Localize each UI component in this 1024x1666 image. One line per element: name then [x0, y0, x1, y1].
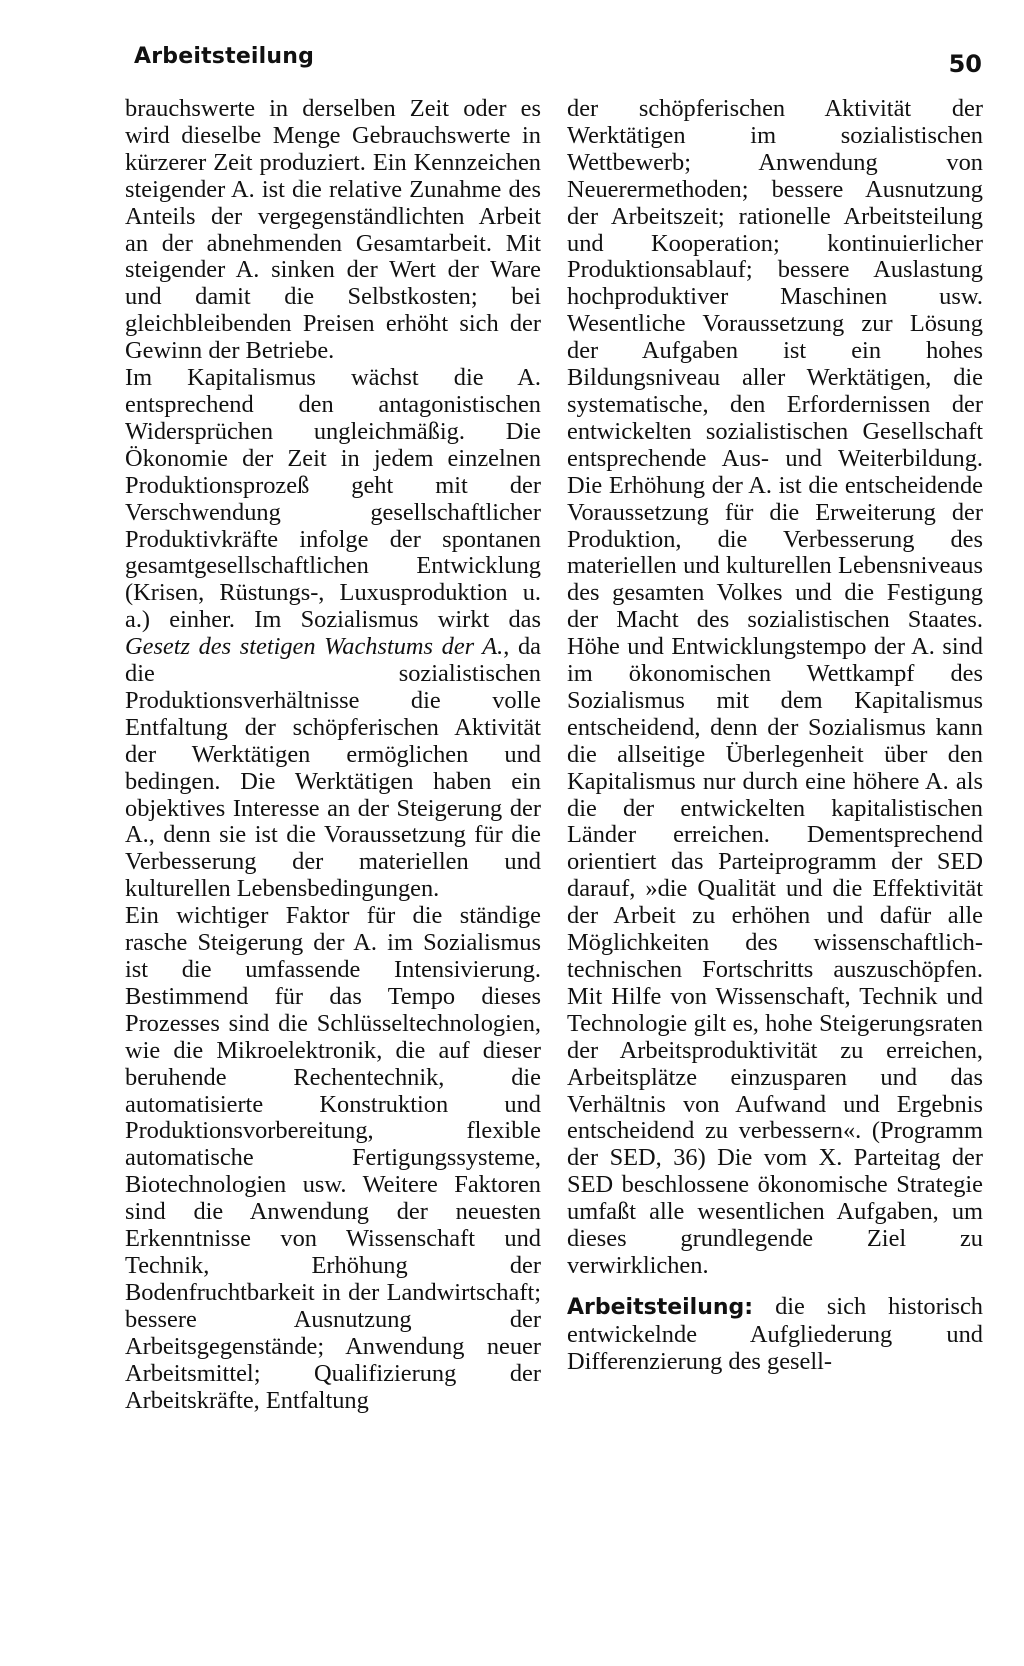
right-column — [567, 96, 983, 1376]
paragraph-productivity-definition: brauchswerte in derselben Zeit oder es wird dieselbe Menge Gebrauchswerte in kürzerer Zeit produziert. Ein Kennzeichen steigender A. ist die relative Zunahme des Anteils der vergegenständlichten Arbeit an der abnehmenden Gesamtarbeit. Mit steigender A. sinken der Wert der Ware und damit die Selbstkosten; bei gleichbleibenden Preisen erhöht sich der Gewinn der Betriebe. — [125, 95, 541, 365]
page-number: 50 — [948, 50, 982, 78]
entry-definition: die sich historisch entwickelnde Aufgliederung und Differenzierung des gesell- — [567, 1292, 983, 1375]
entry-arbeitsteilung — [567, 1294, 983, 1376]
paragraph-capitalism-socialism — [125, 365, 541, 903]
running-title: Arbeitsteilung — [134, 44, 315, 69]
paragraph-continuation: der schöpferischen Aktivität der Werktätigen im sozialistischen Wettbewerb; Anwendung von Neuerermethoden; bessere Ausnutzung der Arbeitszeit; rationelle Arbeitsteilung und Kooperation; kontinuierlicher Produktionsablauf; bessere Auslastung hochproduktiver Maschinen usw. Wesentliche Voraussetzung zur Lösung der Aufgaben ist ein hohes Bildungsniveau aller Werktätigen, die systematische, den Erfordernissen der entwickelten sozialistischen Gesellschaft entsprechende Aus- und Weiterbildung. Die Erhöhung der A. ist die entscheidende Voraussetzung für die Erweiterung der Produktion, die Verbesserung des materiellen und kulturellen Lebensniveaus des gesamten Volkes und die Festigung der Macht des sozialistischen Staates. Höhe und Entwicklungstempo der A. sind im ökonomischen Wettkampf des Sozialismus mit dem Kapitalismus entscheidend, denn der Sozialismus kann die allseitige Überlegenheit über den Kapitalismus nur durch eine höhere A. als die der entwickelten kapitalistischen Länder erreichen. Dementsprechend orientiert das Parteiprogramm der SED darauf, »die Qualität und die Effektivität der Arbeit zu erhöhen und dafür alle Möglichkeiten des wissenschaftlich-technischen Fortschritts auszuschöpfen. Mit Hilfe von Wissenschaft, Technik und Technologie gilt es, hohe Steigerungsraten der Arbeitsproduktivität zu erreichen, Arbeitsplätze einzusparen und das Verhältnis von Aufwand und Ergebnis entscheidend zu verbessern«. (Programm der SED, 36) Die vom X. Parteitag der SED beschlossene ökonomische Strategie umfaßt alle wesentlichen Aufgaben, um dieses grundlegende Ziel zu verwirklichen. — [567, 95, 983, 1279]
law-reference: Gesetz des stetigen Wachstums der A. — [125, 633, 504, 661]
paragraph-intensification: Ein wichtiger Faktor für die ständige rasche Steigerung der A. im Sozialismus ist die umfassende Intensivierung. Bestimmend für das Tempo dieses Prozesses sind die Schlüsseltechnologien, wie die Mikroelektronik, die auf dieser beruhende Rechentechnik, die automatisierte Konstruktion und Produktionsvorbereitung, flexible automatische Fertigungssysteme, Biotechnologien usw. Weitere Faktoren sind die Anwendung der neuesten Erkenntnisse von Wissenschaft und Technik, Erhöhung der Bodenfruchtbarkeit in der Landwirtschaft; bessere Ausnutzung der Arbeitsgegenstände; Anwendung neuer Arbeitsmittel; Qualifizierung der Arbeitskräfte, Entfaltung — [125, 902, 541, 1414]
paragraph-text: Im Kapitalismus wächst die A. entsprechend den antagonistischen Widersprüchen ungleichmäßig. Die Ökonomie der Zeit in jedem einzelnen Produktionsprozeß geht mit der Verschwendung gesellschaftlicher Produktivkräfte infolge der spontanen gesamtgesellschaftlichen Entwicklung (Krisen, Rüstungs-, Luxusproduktion u. a.) einher. Im Sozialismus wirkt das — [125, 364, 541, 634]
paragraph-text: , da die sozialistischen Produktionsverhältnisse die volle Entfaltung der schöpferischen Aktivität der Werktätigen ermöglichen und bedingen. Die Werktätigen haben ein objektives Interesse an der Steigerung der A., denn sie ist die Voraussetzung für die Verbesserung der materiellen und kulturellen Lebensbedingungen. — [125, 633, 542, 903]
entry-headword: Arbeitsteilung: — [567, 1294, 754, 1320]
left-column — [125, 96, 541, 1414]
